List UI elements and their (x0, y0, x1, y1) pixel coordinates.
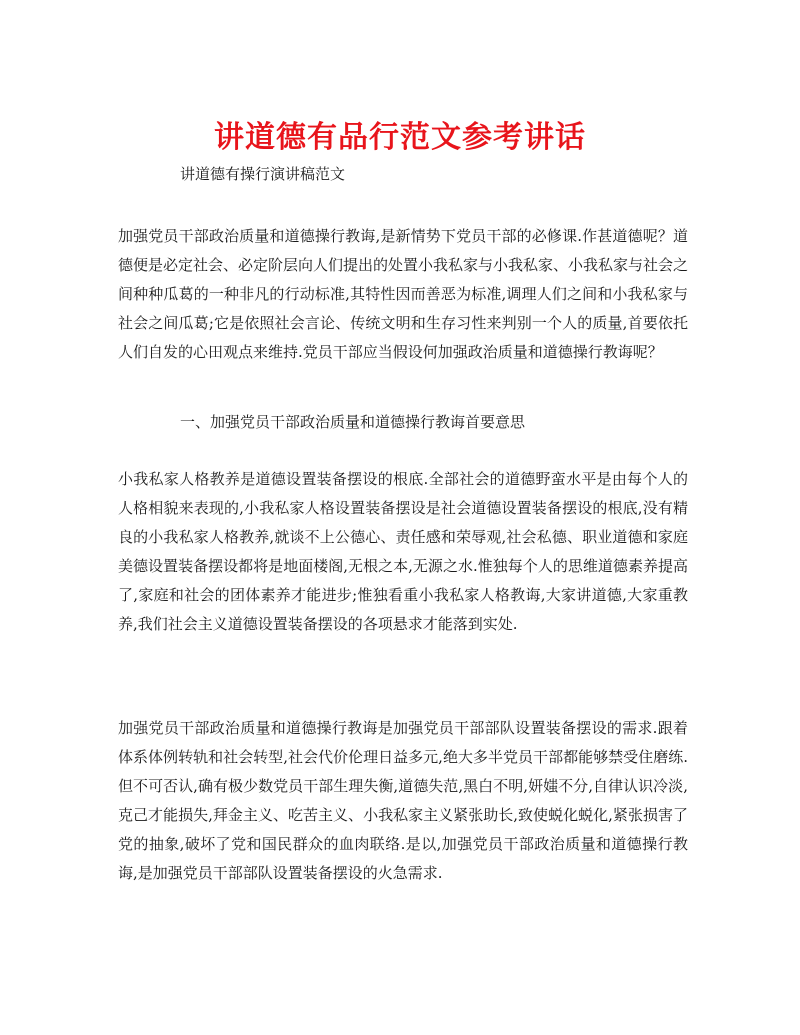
body-paragraph: 小我私家人格教养是道德设置装备摆设的根底.全部社会的道德野蛮水平是由每个人的人格相貌来表现的,小我私家人格设置装备摆设是社会道德设置装备摆设的根底,没有精良的小我私家人格教养,就谈不上公德心、责任感和荣辱观,社会私德、职业道德和家庭美德设置装备摆设都将是地面楼阁,无根之本,无源之水.惟独每个人的思维道德素养提高了,家庭和社会的团体素养才能进步;惟独看重小我私家人格教诲,大家讲道德,大家重教养,我们社会主义道德设置装备摆设的各项悬求才能落到实处. (118, 470, 688, 633)
section-heading: 一、加强党员干部政治质量和道德操行教诲首要意思 (180, 413, 526, 431)
body-paragraph: 加强党员干部政治质量和道德操行教诲,是新情势下党员干部的必修课.作甚道德呢？道德便是必定社会、必定阶层向人们提出的处置小我私家与小我私家、小我私家与社会之间种种瓜葛的一种非凡的行动标准,其特性因而善恶为标准,调理人们之间和小我私家与社会之间瓜葛;它是依照社会言论、传统文明和生存习性来判别一个人的质量,首要依托人们自发的心田观点来维持.党员干部应当假设何加强政治质量和道德操行教诲呢？ (118, 227, 689, 361)
document-subtitle: 讲道德有操行演讲稿范文 (180, 165, 346, 183)
document-title: 讲道德有品行范文参考讲话 (214, 120, 586, 155)
body-paragraph: 加强党员干部政治质量和道德操行教诲是加强党员干部部队设置装备摆设的需求.跟着体系体例转轨和社会转型,社会代价伦理日益多元,绝大多半党员干部都能够禁受住磨练.但不可否认,确有极少数党员干部生理失衡,道德失范,黑白不明,妍媸不分,自律认识冷淡,克己才能损失,拜金主义、吃苦主义、小我私家主义紧张助长,致使蜕化蜕化,紧张损害了党的抽象,破坏了党和国民群众的血肉联络.是以,加强党员干部政治质量和道德操行教诲,是加强党员干部部队设置装备摆设的火急需求. (118, 719, 688, 882)
